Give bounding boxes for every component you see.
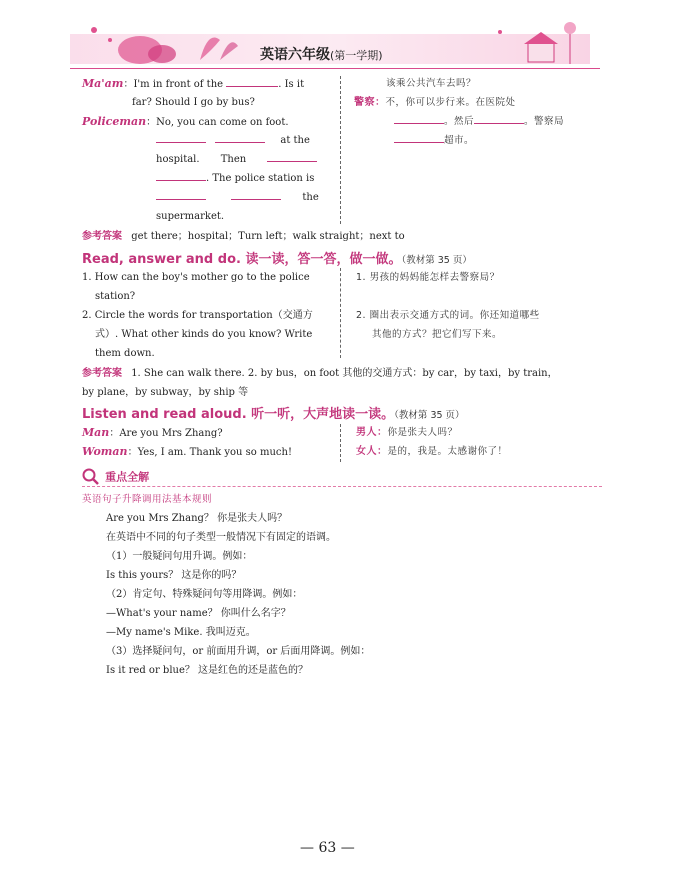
dialog-cn-police-line2: 。然后 。警察局 — [394, 112, 564, 131]
section-read-answer-do: Read, answer and do. 读一读，答一答，做一做。（教材第 35 页） — [82, 252, 472, 267]
dialog-cn-line1: 该乘公共汽车去吗？ — [386, 78, 477, 89]
dialog-police-line5: the — [156, 188, 319, 207]
answer-blank[interactable] — [267, 151, 317, 162]
question-1-en-line1: 1. How can the boy's mother go to the police — [82, 272, 310, 283]
dialog-police-line1: Policeman：No, you can come on foot. — [82, 115, 289, 128]
dialog2-man: Man：Are you Mrs Zhang? — [82, 426, 223, 439]
rule-line: （2）肯定句、特殊疑问句等用降调。例如： — [106, 589, 303, 600]
question-2-en-line1: 2. Circle the words for transportation（交通方 — [82, 310, 313, 321]
answer-blank[interactable] — [474, 113, 524, 124]
rule-line: Is it red or blue？ 这是红色的还是蓝色的？ — [106, 665, 309, 676]
answer-blank[interactable] — [394, 113, 444, 124]
dialog2-woman: Woman：Yes, I am. Thank you so much! — [82, 445, 292, 458]
answer-key-1: 参考答案 get there；hospital；Turn left；walk straight；next to — [82, 231, 405, 242]
rule-line: —My name's Mike. 我叫迈克。 — [106, 627, 256, 638]
answer-blank[interactable] — [156, 170, 206, 181]
answer-blank[interactable] — [231, 189, 281, 200]
dialog-police-line3: hospital. Then — [156, 150, 317, 169]
answer-blank[interactable] — [215, 132, 265, 143]
key-points-divider — [82, 486, 602, 487]
rule-line: （1）一般疑问句用升调。例如： — [106, 551, 253, 562]
rule-line: Is this yours？ 这是你的吗？ — [106, 570, 242, 581]
column-divider — [340, 76, 341, 224]
column-divider — [340, 268, 341, 358]
dialog-cn-police-line1: 警察：不，你可以步行来。在医院处 — [354, 97, 516, 108]
answer-key-2-line2: by plane，by subway，by ship 等 — [82, 387, 249, 398]
dialog2-woman-cn: 女人：是的，我是。太感谢你了！ — [356, 446, 508, 457]
answer-key-2-line1: 参考答案 1. She can walk there. 2. by bus，on foot 其他的交通方式：by car，by taxi，by train， — [82, 368, 558, 379]
question-2-cn-line1: 2. 圈出表示交通方式的词。你还知道哪些 — [356, 310, 540, 321]
question-2-en-line3: them down. — [95, 348, 155, 359]
column-divider — [340, 424, 341, 462]
question-1-cn: 1. 男孩的妈妈能怎样去警察局？ — [356, 272, 500, 283]
question-2-en-line2: 式）. What other kinds do you know? Write — [95, 329, 313, 340]
question-1-en-line2: station? — [95, 291, 136, 302]
dialog2-man-cn: 男人：你是张夫人吗？ — [356, 427, 458, 438]
answer-blank[interactable] — [394, 132, 444, 143]
rule-line: —What's your name？ 你叫什么名字？ — [106, 608, 291, 619]
page-title: 英语六年级(第一学期) — [260, 47, 383, 63]
dialog-cn-police-line3: 超市。 — [394, 131, 474, 150]
rule-line: Are you Mrs Zhang？ 你是张夫人吗？ — [106, 513, 288, 524]
page-number: — 63 — — [300, 840, 355, 856]
rule-line: 在英语中不同的句子类型一般情况下有固定的语调。 — [106, 532, 336, 543]
dialog-police-line2: at the — [156, 131, 310, 150]
answer-blank[interactable] — [156, 132, 206, 143]
magnifier-icon — [82, 468, 100, 486]
dialog-maam-line2: far? Should I go by bus? — [132, 97, 255, 108]
rules-title: 英语句子升降调用法基本规则 — [82, 494, 213, 505]
key-points-heading: 重点全解 — [82, 466, 149, 486]
dialog-police-line6: supermarket. — [156, 211, 225, 222]
rule-line: （3）选择疑问句，or 前面用升调，or 后面用降调。例如： — [106, 646, 371, 657]
question-2-cn-line2: 其他的方式？把它们写下来。 — [372, 329, 503, 340]
answer-blank[interactable] — [156, 189, 206, 200]
section-listen-read: Listen and read aloud. 听一听，大声地读一读。（教材第 35 页） — [82, 407, 465, 422]
dialog-maam-line1: Ma'am：I'm in front of the . Is it — [82, 77, 305, 90]
answer-blank[interactable] — [226, 76, 278, 87]
header-rule — [70, 68, 600, 69]
dialog-police-line4: . The police station is — [156, 169, 314, 188]
